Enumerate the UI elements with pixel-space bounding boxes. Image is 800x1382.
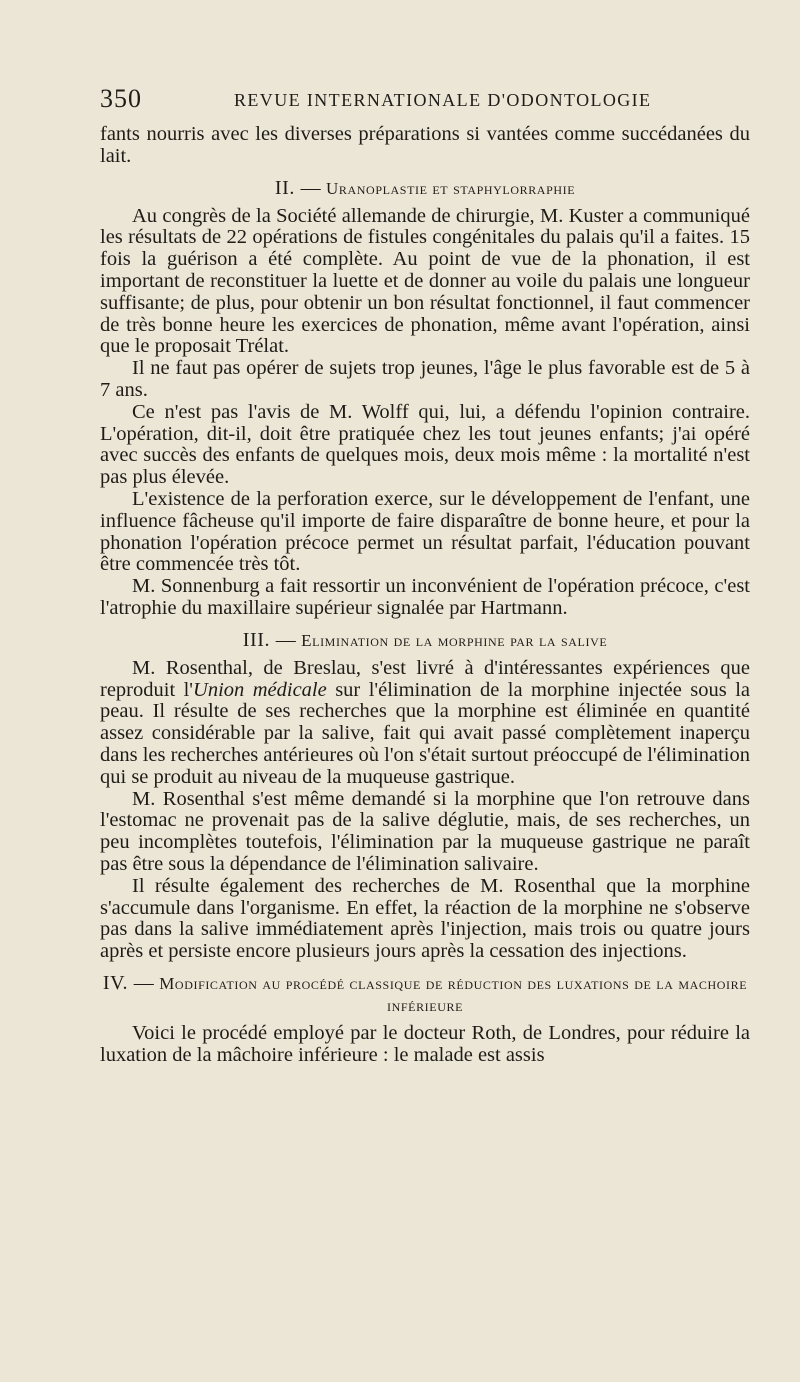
section-numeral: II. —: [274, 176, 322, 199]
paragraph: Il résulte également des recherches de M. Rosenthal que la morphine s'accumule dans l'organisme. En effet, la réaction de la morphine ne s'observe pas dans la salive immédiatement après l'injection, mais trois ou quatre jours après et persiste encore plusieurs jours après la cessation des injections.: [100, 874, 750, 963]
paragraph-continuation: fants nourris avec les diverses préparations si vantées comme succédanées du lait.: [100, 123, 750, 167]
section-title: Elimination de la morphine par la salive: [301, 630, 608, 650]
paragraph: Au congrès de la Société allemande de chirurgie, M. Kuster a communiqué les résultats de 22 opérations de fistules congénitales du palais qu'il a faites. 15 fois la guérison a été complète. Au point de vue de la phonation, il est important de reconstituer la luette et de donner au voile du palais une longueur suffisante; de plus, pour obtenir un bon résultat fonctionnel, il faut commencer de très bonne heure les exercices de phonation, même avant l'opération, ainsi que le proposait Trélat.: [100, 204, 750, 358]
section-title: Modification au procédé classique de réduction des luxations de la machoire inférieure: [159, 973, 748, 1015]
paragraph: Il ne faut pas opérer de sujets trop jeunes, l'âge le plus favorable est de 5 à 7 ans.: [100, 357, 750, 401]
paragraph-text: sur l'élimination de la morphine injectée sous la peau. Il résulte de ses recherches que la morphine est éliminée en quantité assez considérable par la salive, fait qui avait passé complètement inaperçu dans les recherches antérieures où l'on s'était surtout préoccupé de l'élimination qui se produit au niveau de la muqueuse gastrique.: [100, 678, 750, 788]
section-numeral: IV. —: [102, 971, 155, 994]
section-numeral: III. —: [242, 628, 297, 651]
running-head: [100, 84, 750, 124]
section-heading-iii: [100, 629, 750, 652]
paragraph: [100, 658, 750, 789]
paragraph: M. Rosenthal s'est même demandé si la morphine que l'on retrouve dans l'estomac ne provenait pas de la salive déglutie, mais, de ses recherches, un peu incomplètes toutefois, l'élimination par la muqueuse gastrique ne paraît pas être sous la dépendance de l'élimination salivaire.: [100, 787, 750, 875]
section-heading-iv: [100, 972, 750, 1017]
journal-title: REVUE INTERNATIONALE D'ODONTOLOGIE: [234, 90, 652, 110]
paragraph: Ce n'est pas l'avis de M. Wolff qui, lui, a défendu l'opinion contraire. L'opération, dit-il, doit être pratiquée chez les tout jeunes enfants; j'ai opéré avec succès des enfants de quelques mois, deux mois même : la mortalité n'est pas plus élevée.: [100, 400, 750, 489]
body-text: [100, 124, 750, 1066]
paragraph-text: M. Rosenthal, de Breslau, s'est livré à d'intéressantes expériences que reproduit l': [100, 656, 750, 701]
page: [100, 84, 750, 1066]
paragraph: Voici le procédé employé par le docteur Roth, de Londres, pour réduire la luxation de la mâchoire inférieure : le malade est assis: [100, 1021, 750, 1066]
cited-journal: Union médicale: [193, 678, 327, 701]
section-title: Uranoplastie et staphylorraphie: [326, 178, 576, 198]
page-number: 350: [100, 84, 142, 113]
section-heading-ii: [100, 177, 750, 200]
paragraph: M. Sonnenburg a fait ressortir un inconvénient de l'opération précoce, c'est l'atrophie du maxillaire supérieur signalée par Hartmann.: [100, 575, 750, 619]
paragraph: L'existence de la perforation exerce, sur le développement de l'enfant, une influence fâcheuse qu'il importe de faire disparaître de bonne heure, et pour la phonation l'opération précoce permet un résultat parfait, l'éducation pouvant être commencée très tôt.: [100, 487, 750, 576]
